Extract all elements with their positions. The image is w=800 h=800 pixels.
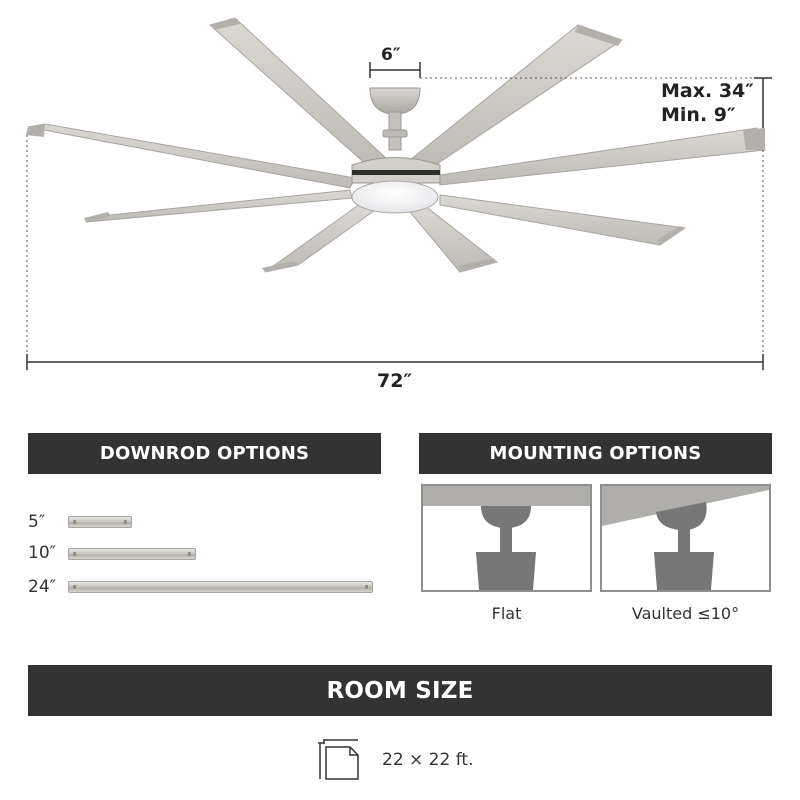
vaulted-mount-caption: Vaulted ≤10° bbox=[631, 604, 740, 623]
flat-mount-icon bbox=[423, 486, 590, 590]
max-height-label: Max. 34″ bbox=[661, 80, 754, 102]
downrod-label-24: 24″ bbox=[28, 577, 56, 597]
blade-left-lower bbox=[86, 190, 352, 222]
blade-right-lower bbox=[440, 195, 685, 245]
vaulted-mount-panel bbox=[600, 484, 771, 592]
canopy bbox=[370, 88, 420, 114]
downrod-label-10: 10″ bbox=[28, 543, 56, 563]
downrod-label-5: 5″ bbox=[28, 512, 46, 532]
downrod-width-label: 6″ bbox=[381, 45, 401, 65]
mounting-options-title: MOUNTING OPTIONS bbox=[489, 443, 702, 464]
span-dimension bbox=[27, 354, 763, 370]
span-label: 72″ bbox=[377, 370, 412, 392]
flat-mount-caption: Flat bbox=[491, 604, 522, 623]
downrod-options-title: DOWNROD OPTIONS bbox=[99, 443, 310, 464]
light-kit bbox=[352, 181, 438, 213]
room-size-icon bbox=[318, 739, 362, 781]
mounting-options-header bbox=[419, 433, 772, 474]
blade-lower-left bbox=[265, 204, 378, 272]
height-dimension bbox=[754, 78, 772, 128]
downrod-icon-24 bbox=[68, 581, 373, 593]
flat-mount-panel bbox=[421, 484, 592, 592]
blade-upper-left bbox=[210, 18, 388, 168]
room-size-title: ROOM SIZE bbox=[326, 677, 474, 704]
room-size-value: 22 × 22 ft. bbox=[382, 750, 474, 770]
downrod-options-header bbox=[28, 433, 381, 474]
min-height-label: Min. 9″ bbox=[661, 104, 736, 126]
room-size-header bbox=[28, 665, 772, 716]
downrod-icon-5 bbox=[68, 516, 132, 528]
blade-right bbox=[440, 128, 765, 185]
vaulted-mount-icon bbox=[602, 486, 769, 590]
blade-far-left bbox=[28, 124, 355, 188]
downrod-icon-10 bbox=[68, 548, 196, 560]
blade-upper-right bbox=[410, 25, 622, 170]
